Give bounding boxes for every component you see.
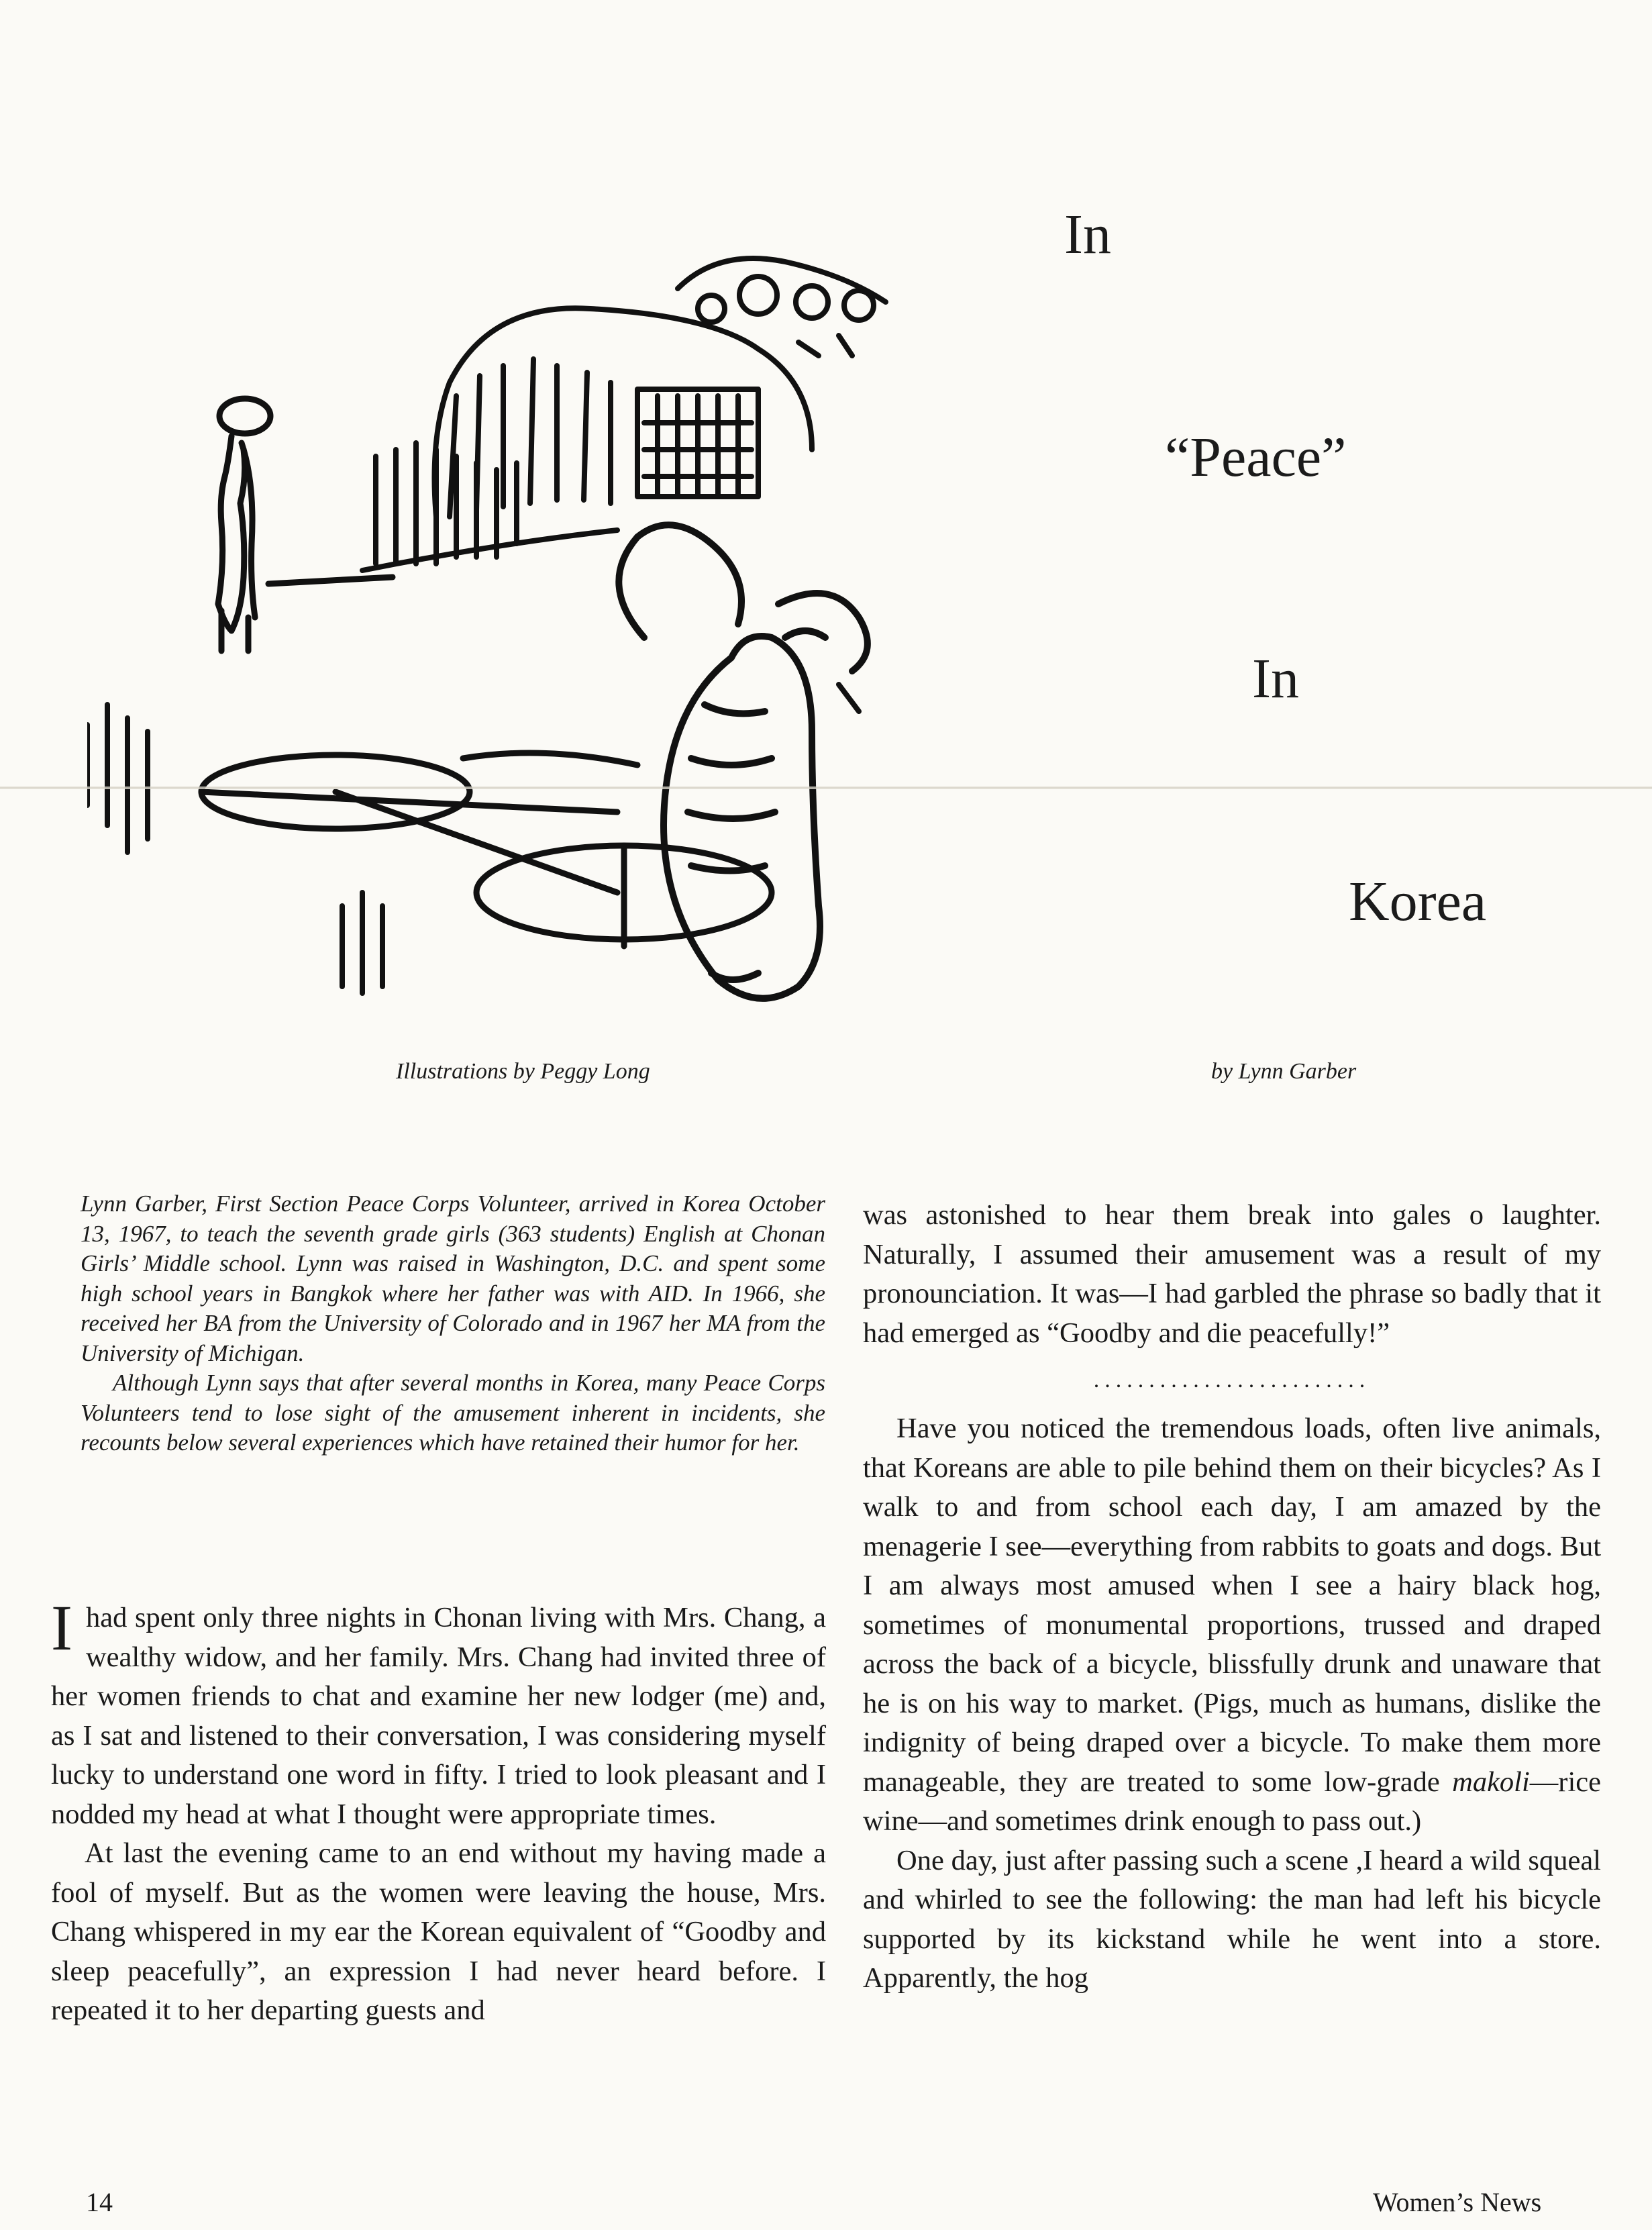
author-introduction bbox=[81, 1189, 825, 1458]
hog-on-bicycle-illustration bbox=[87, 168, 986, 1013]
body-paragraph-5: One day, just after passing such a scene ,I heard a wild squeal and whirled to see the following: the man had left his bicycle supported by its kickstand while he went into a store. Apparently, the hog bbox=[863, 1844, 1601, 1994]
title-word-korea: Korea bbox=[1349, 870, 1487, 933]
title-word-in-1: In bbox=[1064, 203, 1111, 266]
body-paragraph-3: was astonished to hear them break into gales o laughter. Naturally, I assumed their amusement was a result of my pronounciation. It was—I had garbled the phrase so badly that it had emerged as “Goodby and die peacefully!” bbox=[863, 1199, 1601, 1349]
makoli-term: makoli bbox=[1452, 1766, 1530, 1798]
body-paragraph-1-text: had spent only three nights in Chonan living with Mrs. Chang, a wealthy widow, and her family. Mrs. Chang had invited three of her women friends to chat and examine her new lodger (me) and, as I sat and listened to their conversation, I was considering myself lucky to understand one word in fifty. I tried to look pleasant and I nodded my head at what I thought were appropriate times. bbox=[51, 1602, 826, 1830]
title-word-peace: “Peace” bbox=[1165, 426, 1347, 489]
bicycle bbox=[201, 753, 772, 946]
flower-cluster bbox=[678, 258, 886, 356]
page-number: 14 bbox=[86, 2187, 113, 2217]
section-separator: ......................... bbox=[1093, 1368, 1371, 1392]
paper-fold-crease bbox=[0, 787, 1652, 789]
standing-figure bbox=[218, 399, 393, 651]
hog bbox=[619, 525, 868, 999]
drop-cap: I bbox=[51, 1592, 72, 1664]
left-body-column bbox=[51, 1592, 826, 2031]
body-paragraph-4: Have you noticed the tremendous loads, often live animals, that Koreans are able to pile behind them on their bicycles? As I walk to and from school each day, I am amazed by the menagerie I see—everything from rabbits to goats and dogs. But I am always most amused when I see a hairy black hog, sometimes of monumental proportions, trussed and draped across the back of a bicycle, blissfully drunk and unaware that he is on his way to market. (Pigs, much as humans, dislike the indignity of being draped over a bicycle. To make them more manageable, they are treated to some low-grade makoli—rice wine—and sometimes drink enough to pass out.) bbox=[863, 1413, 1601, 1837]
author-byline: by Lynn Garber bbox=[1211, 1059, 1357, 1084]
illustrations-credit: Illustrations by Peggy Long bbox=[396, 1059, 650, 1084]
title-word-in-2: In bbox=[1252, 648, 1299, 710]
body-paragraph-2: At last the evening came to an end without my having made a fool of myself. But as the women were leaving the house, Mrs. Chang whispered in my ear the Korean equivalent of “Goodby and sleep peacefully”, an expression I had never heard before. I repeated it to her departing guests and bbox=[51, 1837, 826, 2026]
background-building bbox=[362, 308, 812, 570]
right-body-column bbox=[863, 1196, 1601, 1998]
publication-name: Women’s News bbox=[1373, 2187, 1542, 2217]
body-paragraph-1 bbox=[51, 1592, 826, 1834]
intro-paragraph-2: Although Lynn says that after several months in Korea, many Peace Corps Volunteers tend to lose sight of the amusement inherent in incidents, she recounts below several experiences which have retained their humor for her. bbox=[81, 1370, 825, 1456]
intro-paragraph-1: Lynn Garber, First Section Peace Corps Volunteer, arrived in Korea October 13, 1967, to teach the seventh grade girls (363 students) English at Chonan Girls’ Middle school. Lynn was raised in Washington, D.C. and spent some high school years in Bangkok where her father was with AID. In 1966, she received her BA from the University of Colorado and in 1967 her MA from the University of Michigan. bbox=[81, 1190, 825, 1366]
